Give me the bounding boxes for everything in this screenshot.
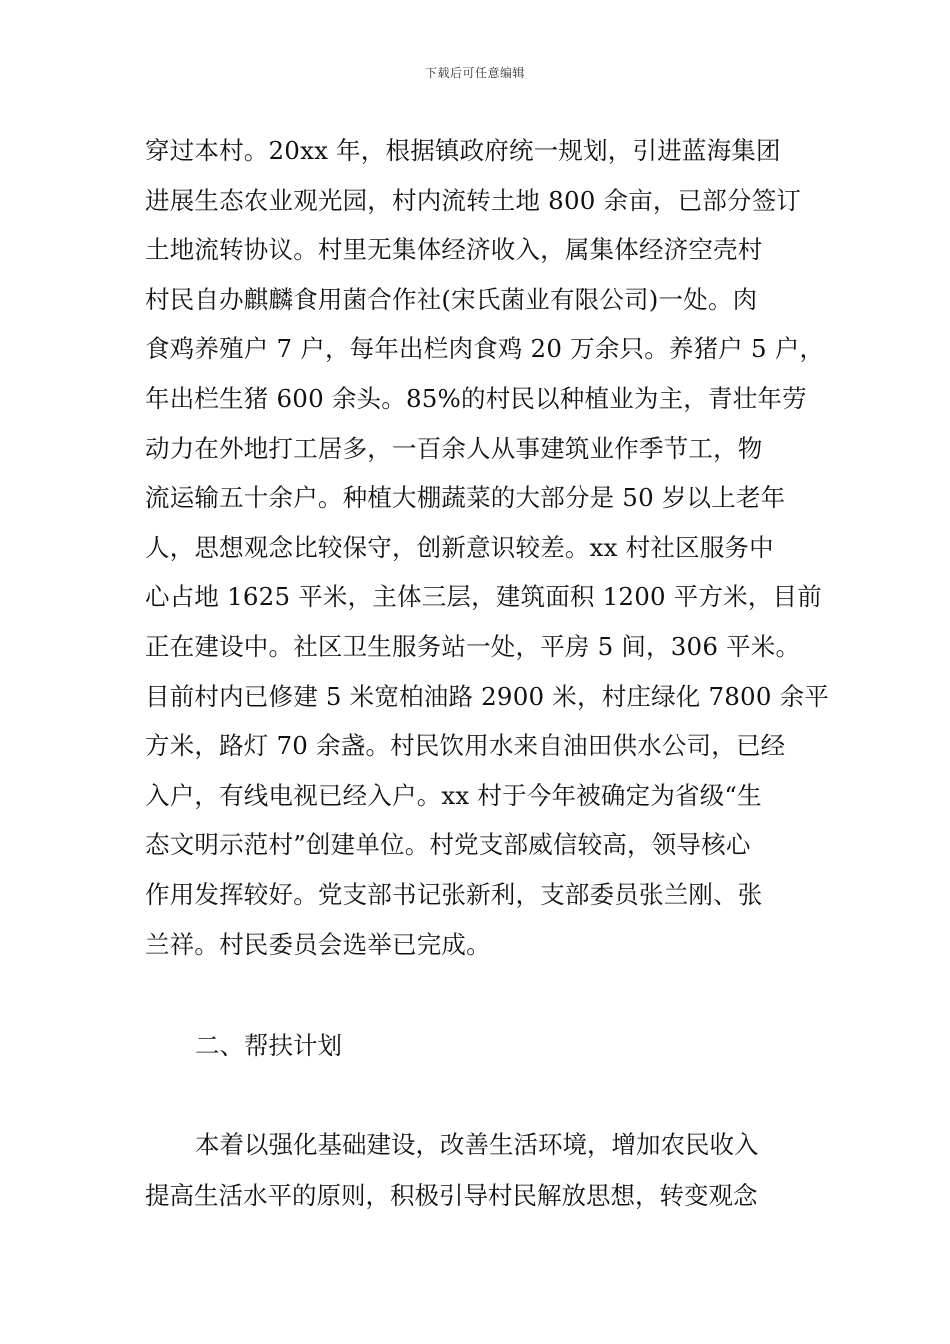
- paragraph-line: 村民自办麒麟食用菌合作社(宋氏菌业有限公司)一处。肉: [145, 284, 758, 314]
- body-paragraph-1: [145, 126, 830, 969]
- paragraph-line: 土地流转协议。村里无集体经济收入，属集体经济空壳村: [145, 235, 763, 265]
- paragraph-line: 正在建设中。社区卫生服务站一处，平房 5 间，306 平米。: [145, 631, 801, 661]
- paragraph-line: 心占地 1625 平米，主体三层，建筑面积 1200 平方米，目前: [145, 582, 822, 612]
- section-heading: 二、帮扶计划: [195, 1031, 342, 1060]
- paragraph-line: 提高生活水平的原则，积极引导村民解放思想，转变观念: [145, 1181, 758, 1210]
- paragraph-line: 本着以强化基础建设，改善生活环境，增加农民收入: [195, 1130, 759, 1159]
- paragraph-line: 入户，有线电视已经入户。xx 村于今年被确定为省级“生: [145, 780, 762, 810]
- paragraph-line: 穿过本村。20xx 年，根据镇政府统一规划，引进蓝海集团: [145, 136, 781, 165]
- paragraph-line: 流运输五十余户。种植大棚蔬菜的大部分是 50 岁以上老年: [145, 483, 786, 513]
- body-paragraph-2: [145, 1119, 815, 1221]
- paragraph-line: 进展生态农业观光园，村内流转土地 800 余亩，已部分签订: [145, 185, 802, 215]
- paragraph-line: 年出栏生猪 600 余头。85%的村民以种植业为主，青壮年劳: [145, 383, 807, 413]
- paragraph-line: 态文明示范村”创建单位。村党支部威信较高，领导核心: [145, 830, 751, 860]
- paragraph-line: 目前村内已修建 5 米宽柏油路 2900 米，村庄绿化 7800 余平: [145, 681, 830, 711]
- paragraph-line: 方米，路灯 70 余盏。村民饮用水来自油田供水公司，已经: [145, 731, 786, 761]
- paragraph-line: 兰祥。村民委员会选举已完成。: [145, 929, 491, 959]
- paragraph-line: 动力在外地打工居多，一百余人从事建筑业作季节工，物: [145, 433, 763, 463]
- page-header: 下载后可任意编辑: [424, 66, 525, 80]
- paragraph-line: 作用发挥较好。党支部书记张新利，支部委员张兰刚、张: [145, 879, 763, 909]
- paragraph-line: 食鸡养殖户 7 户，每年出栏肉食鸡 20 万余只。养猪户 5 户，: [145, 334, 825, 364]
- paragraph-line: 人，思想观念比较保守，创新意识较差。xx 村社区服务中: [145, 532, 774, 562]
